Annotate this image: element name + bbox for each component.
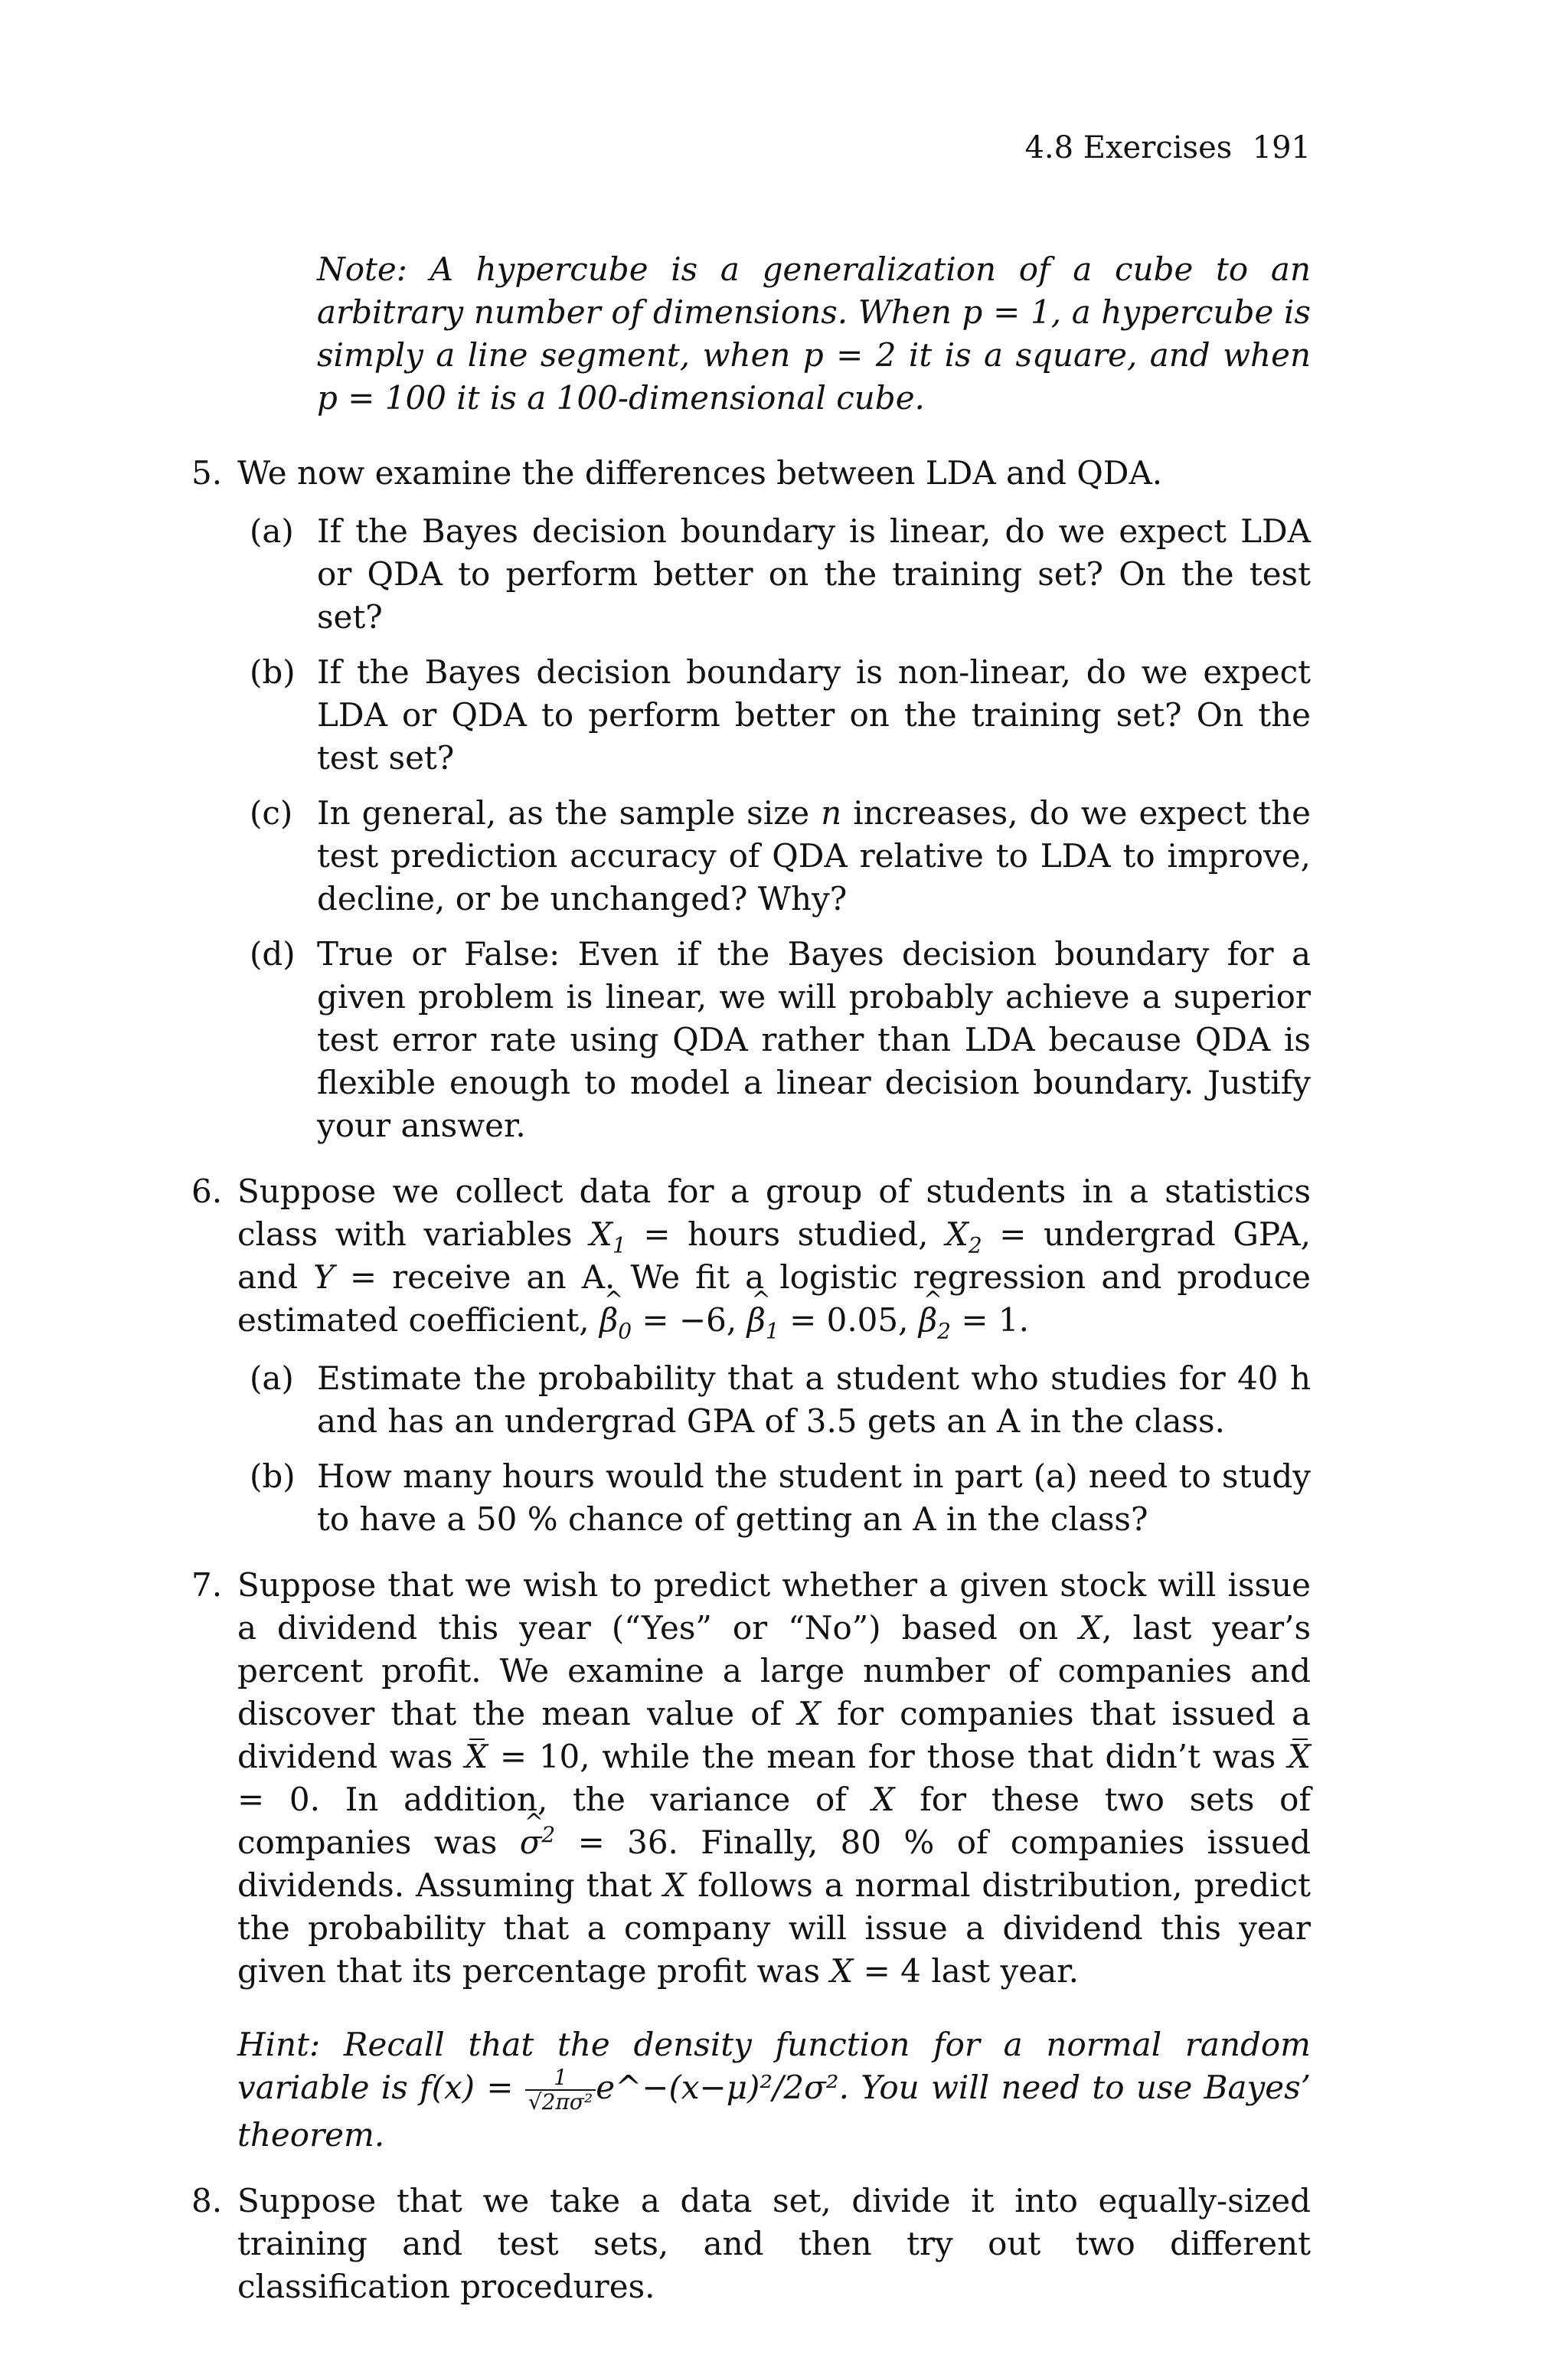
hint-text: . You will need to use Bayes’ theorem. — [237, 2069, 1312, 2154]
text-run: = −6, — [642, 1301, 737, 1339]
exercise-number: 6. — [191, 1173, 223, 1210]
text-run: = 4 last year. — [863, 1952, 1079, 1990]
exercise-text: Suppose that we take a data set, divide it into equally-sized training and test sets, and then try out two different classification procedures. — [237, 2182, 1311, 2305]
exercise-8 — [191, 2180, 1311, 2308]
fraction-numerator: 1 — [525, 2066, 596, 2091]
exercise-number: 7. — [191, 1566, 223, 1604]
exercise-5 — [191, 452, 1312, 1147]
math-beta0: ^ $\beta_0$ — [599, 1299, 632, 1342]
part-label: (b) — [250, 1457, 296, 1495]
math-x: X — [1079, 1609, 1102, 1647]
text-run: = 10, while the mean for those that didn’t was — [499, 1738, 1276, 1775]
math-xbar: X — [465, 1735, 488, 1778]
part-text: Estimate the probability that a student who studies for 40 h and has an undergrad GPA of 3.5 gets an A in the class. — [317, 1359, 1311, 1440]
math-y: Y — [313, 1258, 335, 1296]
text-run: = 36. Finally, 80 % of companies issued dividends. Assuming that — [237, 1824, 1312, 1904]
part-text: True or False: Even if the Bayes decision boundary for a given problem is linear, we will probably achieve a superior test error rate using QDA rather than LDA because QDA is flexible enough to model a linear decision boundary. Justify your answer. — [317, 935, 1311, 1144]
exercise-5b — [250, 651, 1311, 780]
math-xbar: X — [1288, 1735, 1311, 1778]
exercise-6b — [250, 1455, 1311, 1541]
math-x: X — [830, 1952, 854, 1990]
hypercube-note: Note: A hypercube is a generalization of a cube to an arbitrary number of dimensions. When p = 1, a hypercube is simply a line segment, when p = 2 it is a square, and when p = 100 it is a 100-dimensional cube. — [317, 250, 1311, 417]
text-run: follows a normal distribution, predict the probability that a company will issue a dividend this year given that its percentage profit was — [237, 1866, 1312, 1990]
math-x1: $X_1$ — [590, 1215, 626, 1258]
exercise-5a — [250, 510, 1311, 639]
exercise-7 — [191, 1564, 1312, 2157]
text-run: Suppose we collect data for a group of students in a statistics class with variables — [237, 1173, 1311, 1253]
text-run: , last year’s percent profit. We examine a large number of companies and discover that the mean value of — [237, 1609, 1311, 1732]
hint — [237, 2023, 1311, 2157]
density-exponential: e^−(x−μ)²/2σ² — [596, 2069, 839, 2106]
text-run: = 1. — [961, 1301, 1029, 1339]
part-text: If the Bayes decision boundary is non-linear, do we expect LDA or QDA to perform better on the training set? On the test set? — [317, 653, 1311, 777]
section-title: 4.8 Exercises — [1024, 130, 1233, 165]
part-text: If the Bayes decision boundary is linear, do we expect LDA or QDA to perform better on the training set? On the test set? — [317, 512, 1311, 636]
text-run: for these two sets of companies was — [237, 1781, 1311, 1861]
text-run: = 0. In addition, the variance of — [237, 1781, 847, 1818]
part-label: (a) — [250, 512, 294, 550]
exercise-text — [237, 1564, 1311, 1993]
hint-text: Hint: Recall that the density function for a normal random variable is f(x) = — [237, 2026, 1311, 2106]
text-run: = undergrad GPA, and — [237, 1215, 1311, 1296]
page-content — [191, 216, 1312, 2331]
math-sigma-hat-squared: ^ $\sigma^2$ — [520, 1821, 556, 1864]
math-x: X — [798, 1695, 822, 1732]
text-run: for companies that issued a dividend was — [237, 1695, 1311, 1775]
text-run: = 0.05, — [789, 1301, 909, 1339]
running-head — [237, 126, 1311, 169]
exercise-number: 8. — [191, 2182, 223, 2219]
math-variable: n — [821, 794, 842, 832]
part-label: (b) — [250, 653, 296, 691]
text-run: Suppose that we wish to predict whether a given stock will issue a dividend this year (“Yes” or “No”) based on — [237, 1566, 1311, 1647]
math-beta2: ^ $\beta_2$ — [919, 1299, 951, 1342]
part-text: How many hours would the student in part (a) need to study to have a 50 % chance of getting an A in the class? — [317, 1457, 1311, 1538]
text-run: = receive an A. We fit a logistic regression and produce estimated coefficient, — [237, 1258, 1311, 1339]
density-fraction — [525, 2066, 596, 2114]
part-label: (a) — [250, 1359, 294, 1397]
part-label: (d) — [250, 935, 296, 973]
exercise-number: 5. — [191, 454, 223, 492]
fraction-denominator: √2πσ² — [528, 2089, 593, 2115]
text-run: = hours studied, — [643, 1215, 929, 1253]
exercise-text — [237, 1170, 1311, 1342]
exercise-5c — [250, 792, 1312, 921]
exercise-intro: We now examine the differences between LDA and QDA. — [237, 454, 1163, 492]
page-number: 191 — [1252, 130, 1311, 165]
exercise-5d — [250, 933, 1311, 1147]
part-text: increases, do we expect the test prediction accuracy of QDA relative to LDA to improve, decline, or be unchanged? Why? — [317, 794, 1312, 918]
math-x: X — [663, 1866, 687, 1904]
math-x2: $X_2$ — [946, 1215, 982, 1258]
math-beta1: ^ $\beta_1$ — [747, 1299, 779, 1342]
math-x: X — [871, 1781, 895, 1818]
exercise-6 — [191, 1170, 1311, 1541]
part-text: In general, as the sample size — [317, 794, 810, 832]
exercise-6a — [250, 1357, 1311, 1443]
part-label: (c) — [250, 794, 293, 832]
